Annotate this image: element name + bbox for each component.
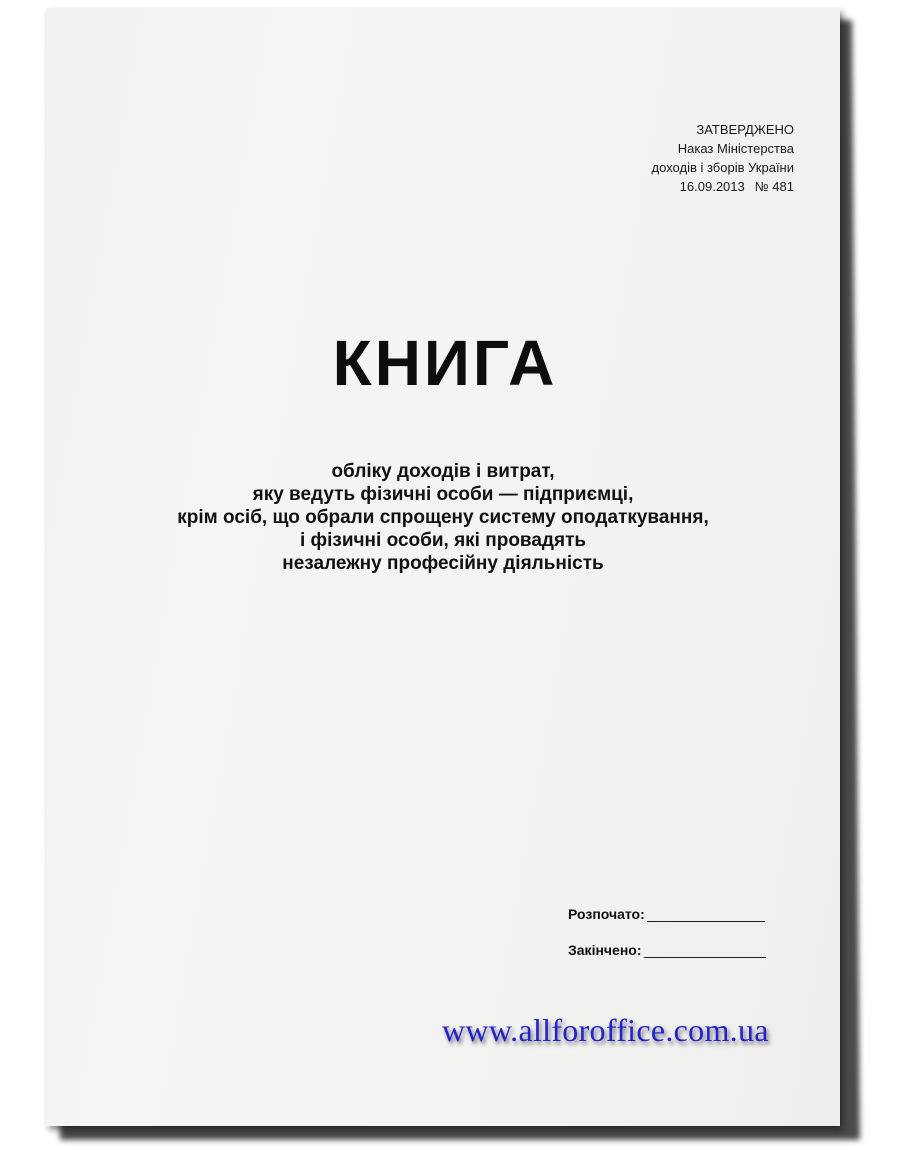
book-subtitle <box>46 460 840 575</box>
subtitle-line: яку ведуть фізичні особи — підприємці, <box>252 484 634 505</box>
watermark-url: www.allforoffice.com.ua <box>442 1012 769 1048</box>
started-label: Розпочато: <box>568 906 645 922</box>
subtitle-line: і фізичні особи, які провадять <box>299 530 587 551</box>
book-title: КНИГА <box>332 327 558 399</box>
book-cover <box>46 8 840 1126</box>
approval-line-2: доходів і зборів України <box>651 160 794 175</box>
approval-heading: ЗАТВЕРДЖЕНО <box>696 122 794 137</box>
subtitle-line: незалежну професійну діяльність <box>282 553 604 574</box>
approval-number: № 481 <box>754 179 794 194</box>
approval-date: 16.09.2013 <box>679 179 745 194</box>
approval-date-line <box>652 177 794 196</box>
approval-line-1: Наказ Міністерства <box>677 141 794 156</box>
finished-field <box>568 938 766 958</box>
finished-blank-line <box>644 943 766 958</box>
started-field <box>568 902 766 922</box>
date-fields <box>568 902 766 974</box>
subtitle-line: крім осіб, що обрали спрощену систему оподаткування, <box>177 507 709 528</box>
approval-stamp-block <box>652 120 794 196</box>
started-blank-line <box>647 907 765 922</box>
finished-label: Закінчено: <box>568 942 642 958</box>
subtitle-line: обліку доходів і витрат, <box>331 461 555 482</box>
